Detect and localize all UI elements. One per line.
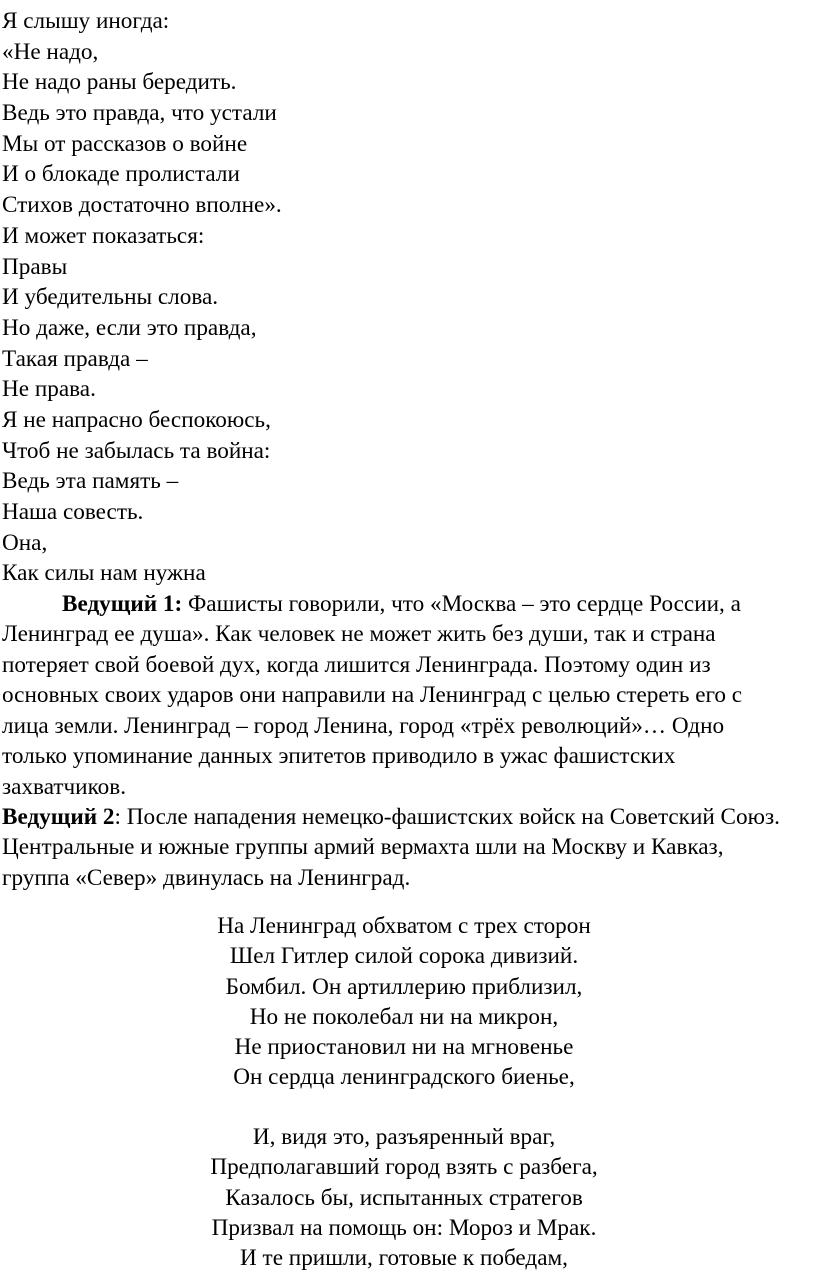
poem-line: Шел Гитлер силой сорока дивизий. bbox=[229, 943, 579, 970]
poem-line: Не права. bbox=[2, 376, 96, 403]
poem-line: Как силы нам нужна bbox=[2, 560, 206, 587]
poem-line: Правы bbox=[2, 253, 68, 280]
speaker-1-paragraph bbox=[2, 589, 794, 802]
poem-line: Она, bbox=[2, 529, 48, 556]
poem-line: На Ленинград обхватом с трех сторон bbox=[217, 913, 591, 940]
poem-line: Ведь эта память – bbox=[2, 468, 179, 495]
speaker-2-paragraph bbox=[2, 802, 794, 893]
poem-line: Не надо раны бередить. bbox=[2, 69, 237, 96]
document-page bbox=[2, 6, 802, 1273]
poem-line: Он сердца ленинградского биенье, bbox=[233, 1064, 575, 1091]
poem-line: И о блокаде пролистали bbox=[2, 161, 240, 188]
poem-line: Не приостановил ни на мгновенье bbox=[234, 1033, 574, 1060]
poem-line: Такая правда – bbox=[2, 345, 148, 372]
poem-line: Наша совесть. bbox=[2, 499, 144, 525]
speaker-2-text: : После нападения немецко-фашистских войск на Советский Союз. Центральные и южные группы армий вермахта шли на Москву и Кавказ, группа «Север» двинулась на Ленинград. bbox=[2, 803, 780, 891]
poem-line: И те пришли, готовые к победам, bbox=[240, 1245, 568, 1271]
poem-line: Бомбил. Он артиллерию приблизил, bbox=[225, 973, 583, 1000]
poem-line: Предполагавший город взять с разбега, bbox=[210, 1154, 598, 1181]
poem-line: Призвал на помощь он: Мороз и Мрак. bbox=[211, 1214, 597, 1241]
poem-line: Мы от рассказов о войне bbox=[2, 130, 248, 157]
poem-line: Но даже, если это правда, bbox=[2, 314, 257, 341]
centered-poem bbox=[2, 911, 806, 1273]
speaker-2-label: Ведущий 2 bbox=[2, 803, 115, 830]
poem-line: Я слышу иногда: bbox=[2, 8, 170, 34]
poem-line: Чтоб не забылась та война: bbox=[2, 437, 271, 464]
poem-line: И, видя это, разъяренный враг, bbox=[252, 1124, 556, 1151]
poem-line: Казалось бы, испытанных стратегов bbox=[225, 1184, 583, 1211]
opening-poem bbox=[2, 6, 802, 589]
poem-line: Я не напрасно беспокоюсь, bbox=[2, 406, 271, 433]
speaker-1-text: Фашисты говорили, что «Москва – это сердце России, а Ленинград ее душа». Как человек не может жить без души, так и страна потеряет свой боевой дух, когда лишится Ленинграда. Поэтому один из основных своих ударов они направили на Ленинград с целью стереть его с лица земли. Ленинград – город Ленина, город «трёх революций»… Одно только упоминание данных эпитетов приводило в ужас фашистских захватчиков. bbox=[2, 591, 743, 800]
poem-line: Но не поколебал ни на микрон, bbox=[249, 1003, 559, 1030]
stanza-break bbox=[2, 1092, 806, 1122]
poem-line: «Не надо, bbox=[2, 38, 99, 65]
poem-line: И убедительны слова. bbox=[2, 284, 219, 311]
poem-line: И может показаться: bbox=[2, 222, 205, 249]
poem-line: Ведь это правда, что устали bbox=[2, 100, 277, 127]
poem-line: Стихов достаточно вполне». bbox=[2, 192, 282, 219]
speaker-1-label: Ведущий 1: bbox=[62, 591, 183, 618]
